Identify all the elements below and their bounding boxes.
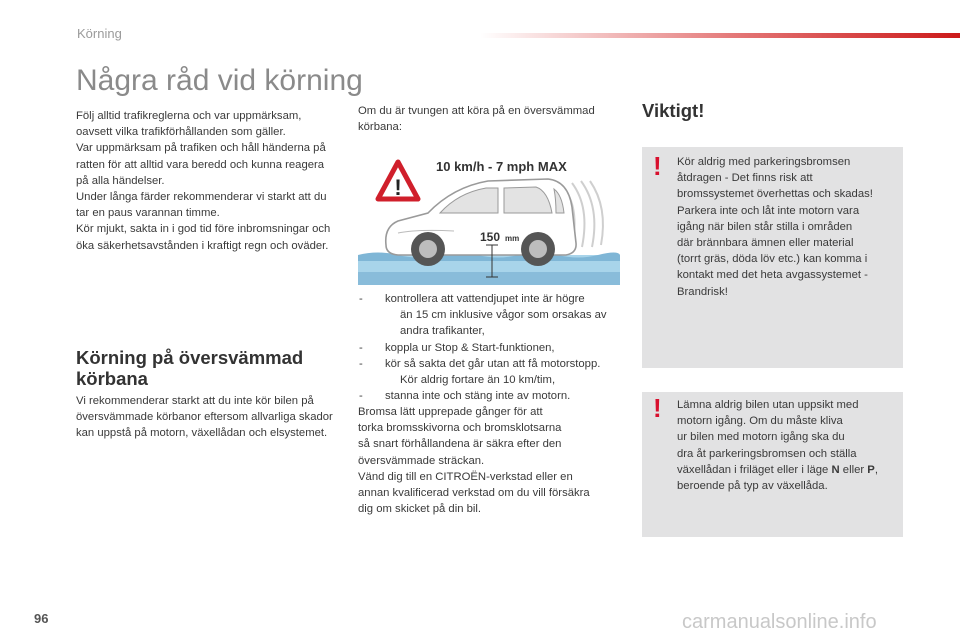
depth-unit: mm [505,234,520,243]
text-line: så snart förhållandena är säkra efter den [358,438,562,451]
list-item [358,388,624,404]
warning-text [677,397,892,494]
depth-value: 150 [480,230,501,244]
list-line: andra trafikanter, [400,325,485,338]
text-line: Brandrisk! [677,285,728,298]
list-dash: - [359,357,363,370]
watermark: carmanualsonline.info [682,611,877,633]
text-line: annan kvalificerad verkstad om du vill försäkra [358,487,590,500]
text-line [677,462,892,478]
text-line: dra åt parkeringsbromsen och ställa [677,447,857,460]
text-line: ur bilen med motorn igång ska du [677,431,845,444]
list-line: Kör aldrig fortare än 10 km/tim, [400,374,556,387]
list-line: än 15 cm inklusive vågor som orsakas av [400,309,607,322]
text-line: Kör aldrig med parkeringsbromsen [677,156,851,168]
list-line: stanna inte och stäng inte av motorn. [385,390,571,403]
text-line: bromssystemet överhettas och skadas! [677,188,873,201]
section-label: Körning [77,26,122,41]
text-line: (torrt gräs, döda löv etc.) kan komma i [677,253,868,266]
exclamation-icon: ! [653,393,662,423]
text-line: åtdragen - Det finns risk att [677,172,813,185]
text-fragment: eller [839,463,868,476]
text-line: Lämna aldrig bilen utan uppsikt med [677,399,859,411]
text-line: igång när bilen står stilla i områden [677,220,853,233]
list-item [358,340,624,356]
text-line: dig om skicket på din bil. [358,503,482,516]
list-item [358,356,624,388]
warning-box-parking-brake [642,147,903,368]
paragraph: Under långa färder rekommenderar vi starkt att du tar en paus varannan timme. [76,191,327,220]
warning-text [677,154,892,300]
gear-p-label: P [867,463,875,476]
list-line: kör så sakta det går utan att få motorstopp. [385,357,601,370]
brake-advice-text [358,404,624,517]
list-dash: - [359,293,363,305]
page-title: Några råd vid körning [76,64,363,97]
paragraph: Kör mjukt, sakta in i god tid före inbromsningar och öka säkerhetsavstånden i kraftigt regn och oväder. [76,223,331,252]
text-line: Bromsa lätt upprepade gånger för att [358,406,543,418]
list-dash: - [359,341,363,354]
list-line: kontrollera att vattendjupet inte är högre [385,293,585,305]
car-in-water-graphic [358,147,620,285]
list-dash: - [359,390,363,403]
text-line: översvämmade sträckan. [358,454,485,467]
gear-n-label: N [831,463,840,476]
paragraph: Vi rekommenderar starkt att du inte kör bilen på översvämmade körbanor eftersom allvarliga skador kan uppstå på motorn, växellådan och elsystemet. [76,395,333,440]
paragraph: Var uppmärksam på trafiken och håll händerna på ratten för att alltid vara beredd och kunna reagera på alla händelser. [76,142,326,187]
text-line: kontakt med det heta avgassystemet - [677,269,868,282]
text-fragment: växellådan i friläget eller i läge [677,463,832,476]
text-line: Parkera inte och låt inte motorn vara [677,204,860,217]
text-line: beroende på typ av växellåda. [677,480,828,493]
text-fragment: , [874,463,878,476]
text-line: Vänd dig till en CITROËN-verkstad eller en [358,470,573,483]
text-line: motorn igång. Om du måste kliva [677,415,843,428]
flood-text [76,393,338,442]
text-line: där brännbara ämnen eller material [677,237,854,250]
flood-checklist [358,291,624,404]
list-line: koppla ur Stop & Start-funktionen, [385,341,555,354]
page-number: 96 [34,611,49,626]
flooded-road-illustration [358,147,620,285]
paragraph: Om du är tvungen att köra på en översvämmad körbana: [358,105,595,134]
list-item [358,291,624,340]
text-line: torka bromsskivorna och bromsklotsarna [358,422,562,435]
warning-glyph: ! [394,175,402,200]
driving-advice-text [76,108,338,254]
important-heading: Viktigt! [642,100,705,121]
exclamation-icon: ! [653,151,662,181]
flood-heading: Körning på översvämmad körbana [76,347,304,389]
header-rule [480,33,960,38]
paragraph: Följ alltid trafikreglerna och var uppmärksam, oavsett vilka trafikförhållanden som gäller. [76,110,302,139]
flood-intro [358,103,620,135]
warning-box-engine-running [642,392,903,537]
speed-limit-label: 10 km/h - 7 mph MAX [436,159,567,174]
